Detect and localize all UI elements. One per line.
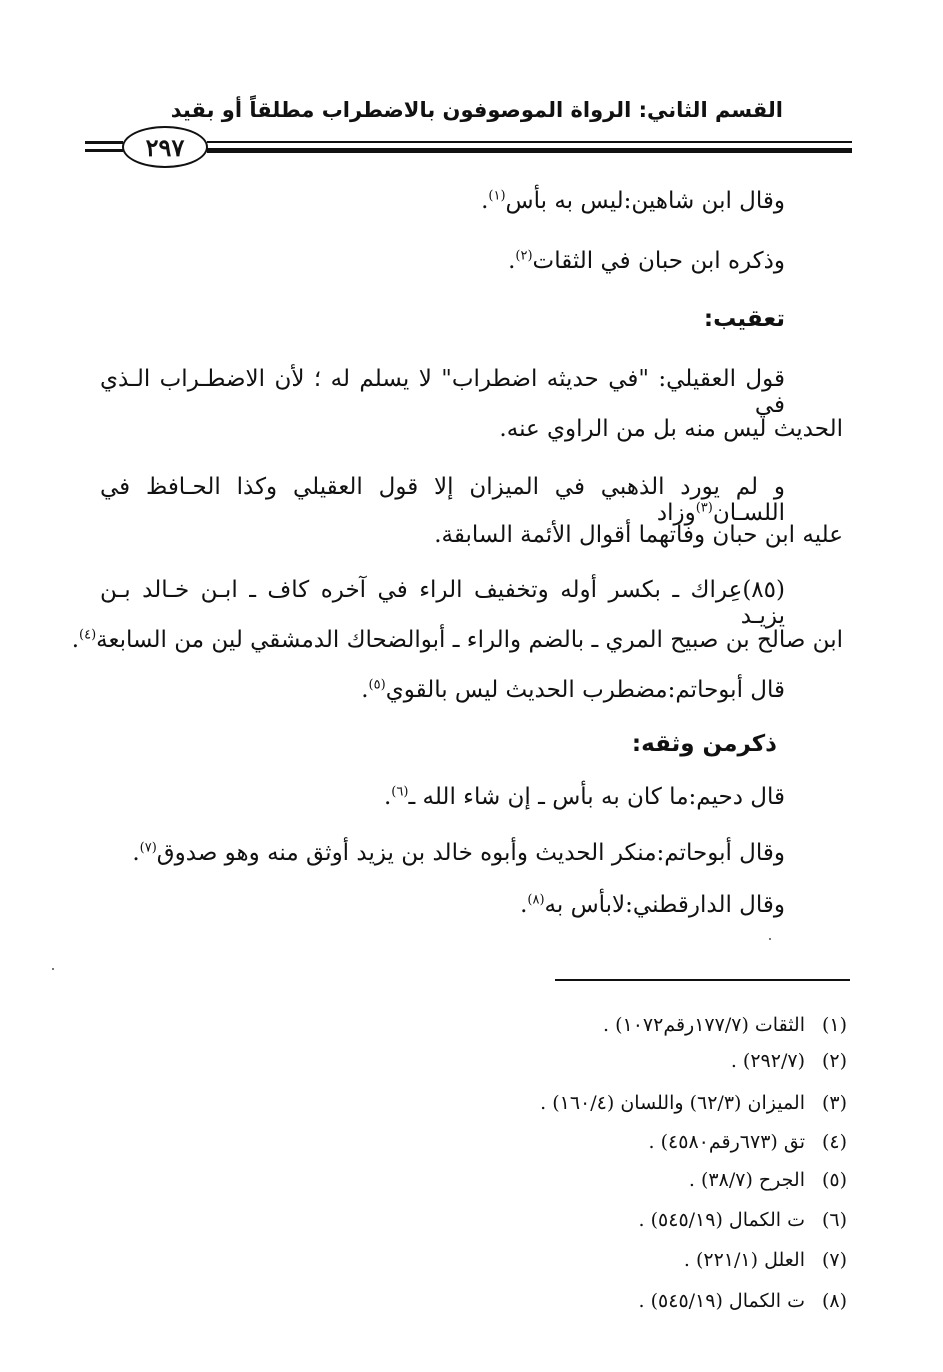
duhaym-end: . [383, 784, 392, 810]
footnote-6 [639, 1209, 847, 1231]
footnote-7 [684, 1249, 847, 1271]
footnote-ref-5[interactable]: (٥) [368, 677, 386, 693]
footnote-8-text: ت الكمال (٥٤٥/١٩) . [638, 1290, 805, 1312]
header-rule-left-top [85, 141, 123, 144]
footnote-2-text: (٢٩٢/٧) . [730, 1050, 805, 1072]
daraqutni-end: . [520, 892, 528, 918]
abu-hatim-1-text: قال أبوحاتم:مضطرب الحديث ليس بالقوي [385, 677, 785, 703]
para-2-line-1 [100, 474, 785, 526]
footnote-6-text: ت الكمال (٥٤٥/١٩) . [638, 1209, 805, 1231]
footnote-1 [603, 1014, 847, 1036]
header-rule-right-bottom [207, 148, 852, 153]
line-1-text: وقال ابن شاهين:ليس به بأس [505, 188, 785, 214]
footnote-ref-6[interactable]: (٦) [391, 784, 409, 800]
footnote-5-num: (٥) [821, 1169, 847, 1191]
heading-taqib: تعقيب: [703, 306, 785, 332]
footnote-4 [649, 1131, 847, 1153]
footnote-ref-2[interactable]: (٢) [515, 248, 533, 264]
entry-85-line-1: (٨٥)عِراك ـ بكسر أوله وتخفيف الراء في آخره كاف ـ ابـن خـالد بـن يزيـد [100, 577, 785, 629]
text-line-daraqutni [520, 892, 785, 918]
line-1-end: . [481, 188, 489, 214]
para-1-line-1: قول العقيلي: "في حديثه اضطراب" لا يسلم له ؛ لأن الاضطـراب الـذي في [100, 366, 785, 418]
entry-85-text: ابن صالح بن صبيح المري ـ بالضم والراء ـ أبوالضحاك الدمشقي لين من السابعة [96, 627, 843, 653]
duhaym-text: قال دحيم:ما كان به بأس ـ إن شاء الله ـ [408, 784, 785, 810]
footnote-ref-1[interactable]: (١) [488, 188, 506, 204]
footnote-2 [731, 1050, 847, 1072]
scan-speck [769, 938, 771, 940]
page-number-badge: ٢٩٧ [122, 126, 208, 168]
abu-hatim-1-end: . [361, 677, 369, 703]
text-line-2 [508, 248, 785, 274]
text-line-duhaym [384, 784, 785, 810]
running-header-title: القسم الثاني: الرواة الموصوفون بالاضطراب مطلقاً أو بقيد [170, 98, 783, 122]
abu-hatim-2-end: . [132, 840, 140, 866]
entry-85-line-2 [72, 627, 843, 653]
heading-who-trusted: ذكرمن وثقه: [631, 731, 777, 757]
line-2-text: وذكره ابن حبان في الثقات [532, 248, 785, 274]
para-2-line-2: عليه ابن حبان وفاتهما أقوال الأئمة السابقة. [434, 522, 843, 548]
header-rule-right-top [207, 141, 852, 143]
footnote-ref-7[interactable]: (٧) [139, 840, 157, 856]
footnote-8-num: (٨) [821, 1290, 847, 1312]
footnote-4-text: تق (٦٧٣رقم٤٥٨٠) . [648, 1131, 805, 1153]
scan-speck [52, 968, 54, 970]
footnote-7-text: العلل (٢٢١/١) . [683, 1249, 805, 1271]
footnote-5-text: الجرح (٣٨/٧) . [688, 1169, 805, 1191]
header-rule-left-bottom [85, 149, 123, 152]
daraqutni-text: وقال الدارقطني:لابأس به [544, 892, 785, 918]
footnote-ref-4[interactable]: (٤) [79, 627, 97, 643]
text-line-1 [481, 188, 785, 214]
footnote-separator [555, 979, 850, 981]
para-2-text-cont: وزاد [656, 500, 696, 526]
abu-hatim-2-text: وقال أبوحاتم:منكر الحديث وأبوه خالد بن يزيد أوثق منه وهو صدوق [156, 840, 785, 866]
footnote-ref-8[interactable]: (٨) [527, 892, 545, 908]
line-2-end: . [508, 248, 516, 274]
footnote-1-num: (١) [821, 1014, 847, 1036]
footnote-2-num: (٢) [821, 1050, 847, 1072]
footnote-7-num: (٧) [821, 1249, 847, 1271]
para-2-text: و لم يورد الذهبي في الميزان إلا قول العقيلي وكذا الحـافظ في اللسـان [100, 474, 785, 526]
footnote-ref-3[interactable]: (٣) [695, 500, 713, 516]
footnote-3 [540, 1092, 847, 1114]
footnote-3-text: الميزان (٦٢/٣) واللسان (١٦٠/٤) . [540, 1092, 805, 1114]
footnote-1-text: الثقات (١٧٧/٧رقم١٠٧٢) . [602, 1014, 805, 1036]
footnote-4-num: (٤) [821, 1131, 847, 1153]
footnote-3-num: (٣) [821, 1092, 847, 1114]
para-1-line-2: الحديث ليس منه بل من الراوي عنه. [499, 416, 843, 442]
text-line-abu-hatim-2 [132, 840, 785, 866]
text-line-abu-hatim-1 [361, 677, 785, 703]
footnote-8 [639, 1290, 847, 1312]
footnote-5 [689, 1169, 847, 1191]
footnote-6-num: (٦) [821, 1209, 847, 1231]
entry-85-end: . [71, 627, 80, 653]
